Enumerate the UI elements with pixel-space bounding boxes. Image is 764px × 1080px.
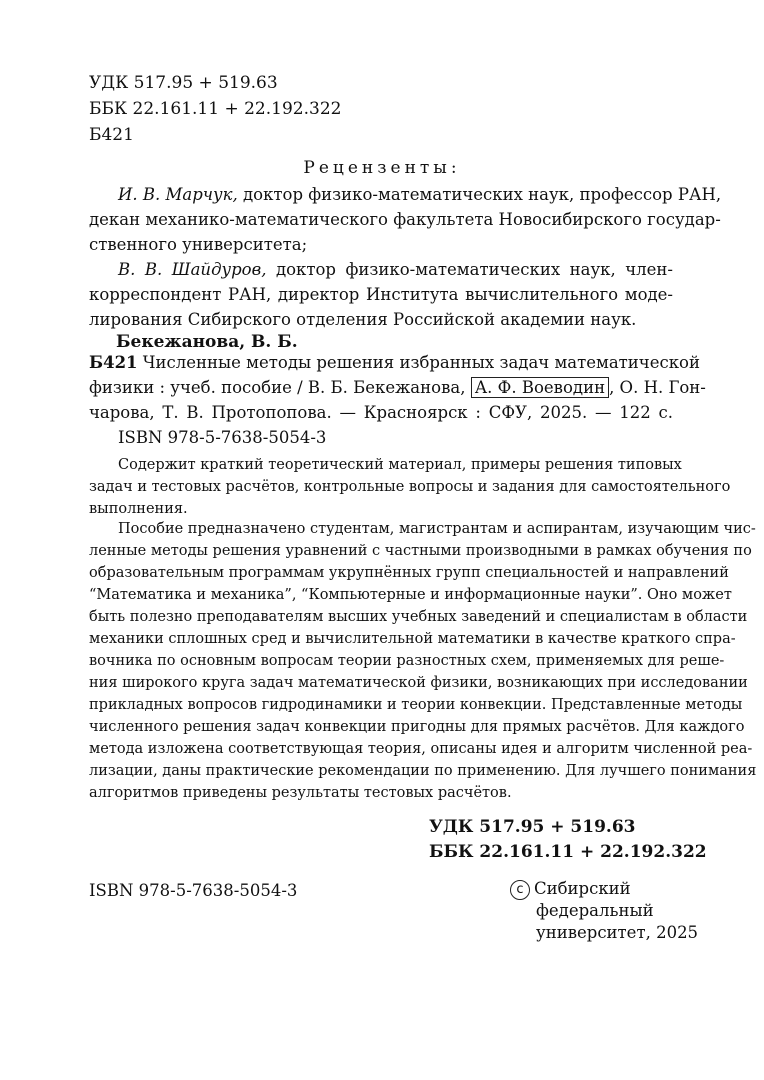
- copyright-line-2: федеральный: [536, 901, 654, 920]
- reviewer-2-text-1: доктор физико-математических наук, член-: [266, 260, 673, 279]
- bottom-classification-codes: [429, 815, 707, 865]
- bib-line-3: чарова, Т. В. Протопопова. — Красноярск : СФУ, 2025. — 122 с.: [89, 403, 673, 422]
- reviewer-2-block: [89, 257, 673, 332]
- udk-code-bottom: УДК 517.95 + 519.63: [429, 817, 636, 837]
- abstract-paragraph-2: [89, 518, 757, 804]
- bib-title-text: Численные методы решения избранных задач математической: [137, 353, 700, 372]
- abstract-2-line: численного решения задач конвекции пригодны для прямых расчётов. Для каждого: [89, 719, 745, 735]
- reviewer-1-line-2: декан механико-математического факультета Новосибирского государ-: [89, 210, 721, 229]
- abstract-2-line: быть полезно преподавателям высших учебных заведений и специалистам в области: [89, 609, 748, 625]
- reviewer-1-name: И. В. Марчук,: [118, 185, 238, 204]
- bib-line-2-part-b: , О. Н. Гон-: [609, 378, 706, 397]
- abstract-2-line: образовательным программам укрупнённых групп специальностей и направлений: [89, 565, 729, 581]
- abstract-2-line: вочника по основным вопросам теории разностных схем, применяемых для реше-: [89, 653, 725, 669]
- abstract-2-line: алгоритмов приведены результаты тестовых расчётов.: [89, 785, 512, 801]
- reviewer-1-text-1: доктор физико-математических наук, профессор РАН,: [237, 185, 722, 204]
- author-heading: Бекежанова, В. Б.: [116, 332, 298, 352]
- copyright-line-3: университет, 2025: [536, 923, 699, 942]
- bib-line-1: [89, 350, 700, 375]
- bib-code: Б421: [89, 353, 138, 372]
- reviewer-2-line-3: лирования Сибирского отделения Российской академии наук.: [89, 310, 637, 329]
- abstract-1-line: Содержит краткий теоретический материал, примеры решения типовых: [118, 457, 682, 473]
- copyright-icon: c: [510, 880, 530, 900]
- reviewer-1-line-1: [89, 182, 722, 207]
- abstract-paragraph-1: [89, 454, 731, 520]
- top-classification-codes: [89, 70, 341, 148]
- abstract-2-line: механики сплошных сред и вычислительной математики в качестве краткого спра-: [89, 631, 736, 647]
- author-mark-top: Б421: [89, 125, 134, 145]
- reviewer-2-line-1: [89, 257, 673, 282]
- bib-line-2: [89, 375, 706, 400]
- abstract-2-line: ния широкого круга задач математической физики, возникающих при исследовании: [89, 675, 748, 691]
- reviewers-title: Рецензенты:: [303, 158, 461, 178]
- reviewer-1-block: [89, 182, 722, 257]
- abstract-2-line: Пособие предназначено студентам, магистрантам и аспирантам, изучающим чис-: [118, 521, 756, 537]
- abstract-2-line: лизации, даны практические рекомендации по применению. Для лучшего понимания: [89, 763, 757, 779]
- isbn-bottom: ISBN 978-5-7638-5054-3: [89, 881, 298, 900]
- udk-code-top: УДК 517.95 + 519.63: [89, 73, 278, 93]
- bbk-code-top: ББК 22.161.11 + 22.192.322: [89, 99, 342, 119]
- abstract-2-line: метода изложена соответствующая теория, описаны идея и алгоритм численной реа-: [89, 741, 753, 757]
- reviewer-2-name: В. В. Шайдуров,: [118, 260, 267, 279]
- abstract-2-line: ленные методы решения уравнений с частными производными в рамках обучения по: [89, 543, 752, 559]
- reviewer-2-line-2: корреспондент РАН, директор Института вычислительного моде-: [89, 285, 673, 304]
- boxed-author-name: А. Ф. Воеводин: [471, 377, 609, 398]
- abstract-2-line: “Математика и механика”, “Компьютерные и информационные науки”. Оно может: [89, 587, 732, 603]
- abstract-1-line: выполнения.: [89, 501, 188, 517]
- bbk-code-bottom: ББК 22.161.11 + 22.192.322: [429, 842, 707, 862]
- abstract-1-line: задач и тестовых расчётов, контрольные вопросы и задания для самостоятельного: [89, 479, 731, 495]
- bib-isbn: ISBN 978-5-7638-5054-3: [118, 428, 327, 447]
- bibliographic-entry: [89, 350, 706, 450]
- abstract-2-line: прикладных вопросов гидродинамики и теории конвекции. Представленные методы: [89, 697, 743, 713]
- copyright-line-1: [510, 878, 698, 900]
- bib-line-2-part-a: физики : учеб. пособие / В. Б. Бекежанова,: [89, 378, 471, 397]
- copyright-block: [510, 878, 698, 944]
- reviewer-1-line-3: ственного университета;: [89, 235, 308, 254]
- copyright-holder-1: Сибирский: [534, 879, 631, 898]
